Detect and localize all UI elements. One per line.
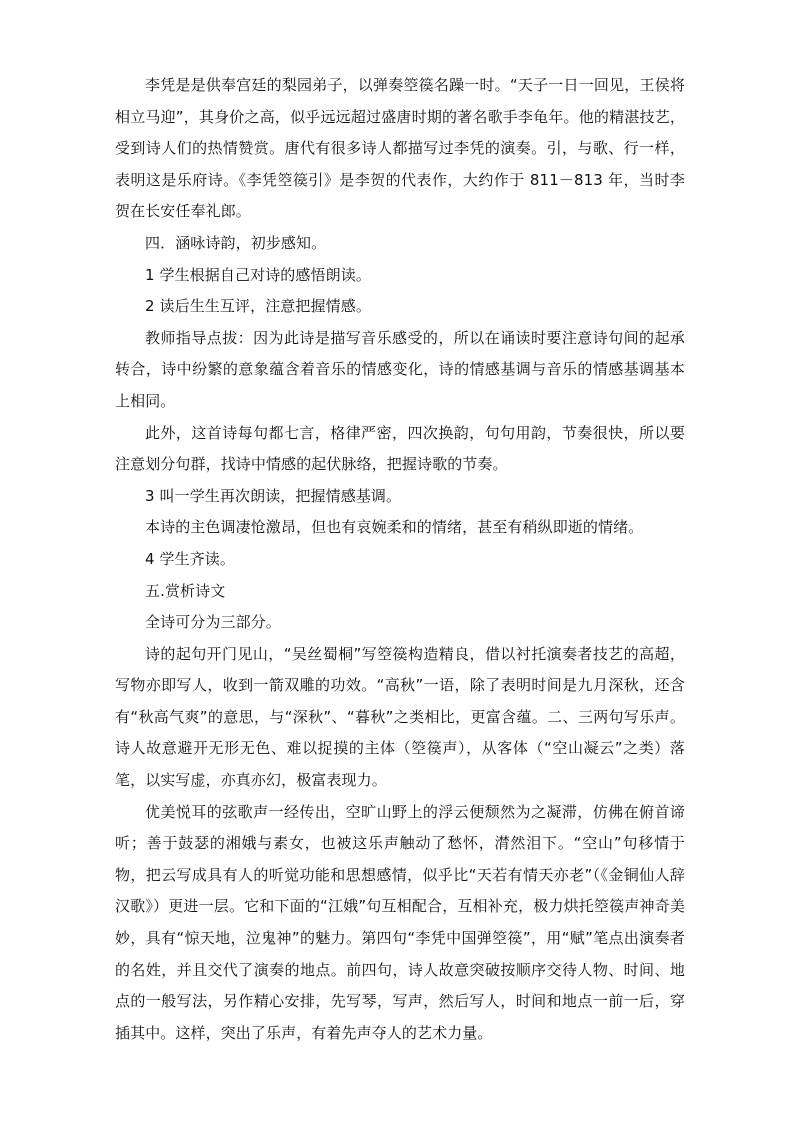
- section-heading-4: 四．涵咏诗韵，初步感知。: [145, 233, 327, 252]
- tone-paragraph: 本诗的主色调凄怆激昂，但也有哀婉柔和的情绪，甚至有稍纵即逝的情绪。: [145, 518, 644, 537]
- paragraph-li-ping-intro: 李凭是是供奉宫廷的梨园弟子，以弹奏箜篌名躁一时。“天子一日一回见，王侯将相立马迎”，其身价之高，似乎远远超过盛唐时期的著名歌手李龟年。他的精湛技艺，受到诗人们的热情赞赏。唐代有很多诗人都描写过李凭的演奏。引，与歌、行一样，表明这是乐府诗。《李凭箜篌引》是李贺的代表作，大约作于 811－813 年，当时李贺在长安任奉礼郎。: [115, 76, 685, 221]
- analysis-paragraph-1: 诗的起句开门见山，“吴丝蜀桐”写箜篌构造精良，借以衬托演奏者技艺的高超，写物亦即写人，收到一箭双雕的功效。“高秋”一语，除了表明时间是九月深秋，还含有“秋高气爽”的意思，与“深秋”、“暮秋”之类相比，更富含蕴。二、三两句写乐声。诗人故意避开无形无色、难以捉摸的主体（箜篌声），从客体（“空山凝云”之类）落笔，以实写虚，亦真亦幻，极富表现力。: [115, 644, 685, 790]
- document-body: [115, 70, 685, 1049]
- analysis-paragraph-2: 优美悦耳的弦歌声一经传出，空旷山野上的浮云便颓然为之凝滞，仿佛在俯首谛听；善于鼓瑟的湘娥与素女，也被这乐声触动了愁怀，潸然泪下。“空山”句移情于物，把云写成具有人的听觉功能和思想感情，似乎比“天若有情天亦老”（《金铜仙人辞汉歌》）更进一层。它和下面的“江娥”句互相配合，互相补充，极力烘托箜篌声神奇美妙，具有“惊天地，泣鬼神”的魅力。第四句“李凭中国弹箜篌”，用“赋”笔点出演奏者的名姓，并且交代了演奏的地点。前四句，诗人故意突破按顺序交待人物、时间、地点的一般写法，另作精心安排，先写琴，写声，然后写人，时间和地点一前一后，穿插其中。这样，突出了乐声，有着先声夺人的艺术力量。: [115, 802, 685, 1042]
- step-4-text: 4 学生齐读。: [145, 549, 236, 568]
- teacher-guidance-paragraph: 教师指导点拔：因为此诗是描写音乐感受的，所以在诵读时要注意诗句间的起承转合，诗中纷繁的意象蕴含着音乐的情感变化，诗的情感基调与音乐的情感基调基本上相同。: [115, 328, 685, 410]
- step-2-text: 2 读后生生互评，注意把握情感。: [145, 297, 371, 316]
- rhythm-paragraph: 此外，这首诗每句都七言，格律严密，四次换韵，句句用韵，节奏很快，所以要注意划分句群，找诗中情感的起伏脉络，把握诗歌的节奏。: [115, 423, 685, 474]
- structure-paragraph: 全诗可分为三部分。: [145, 613, 281, 632]
- step-3-text: 3 叫一学生再次朗读，把握情感基调。: [145, 486, 402, 505]
- section-heading-5: 五.赏析诗文: [145, 581, 226, 600]
- step-1-text: 1 学生根据自己对诗的感悟朗读。: [145, 265, 371, 284]
